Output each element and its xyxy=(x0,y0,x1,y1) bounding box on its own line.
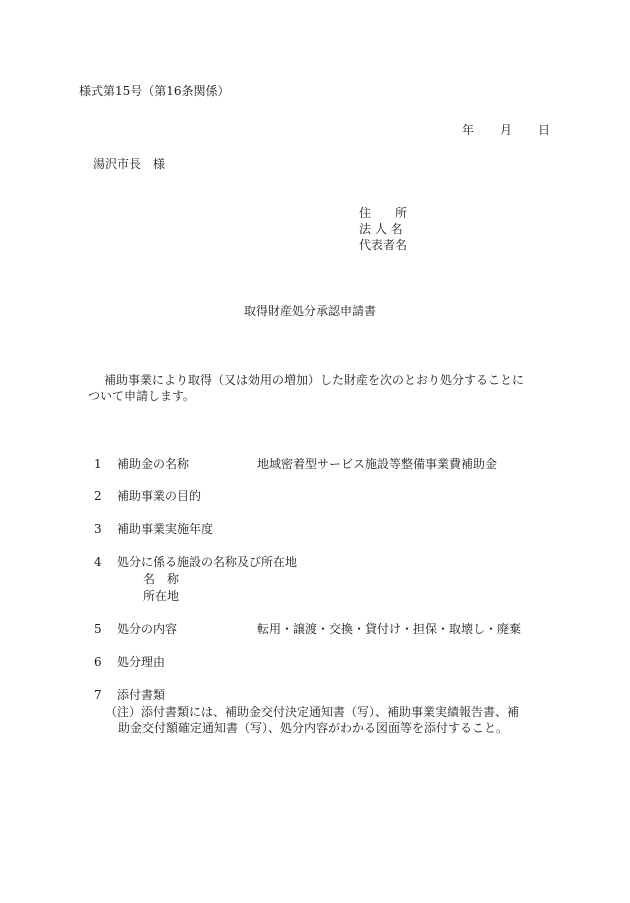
item-4-label: 処分に係る施設の名称及び所在地 xyxy=(117,555,298,569)
addressee: 湯沢市長 様 xyxy=(93,157,166,171)
item-6-number: 6 xyxy=(94,655,102,669)
applicant-representative-label: 代表者名 xyxy=(359,238,408,252)
item-5-value: 転用・譲渡・交換・貸付け・担保・取壊し・廃棄 xyxy=(257,622,522,636)
intro-line-2: ついて申請します。 xyxy=(88,389,196,403)
item-4-number: 4 xyxy=(94,555,102,569)
applicant-corporation-label: 法 人 名 xyxy=(359,222,403,236)
form-number: 様式第15号（第16条関係） xyxy=(79,84,230,98)
item-6-label: 処分理由 xyxy=(117,655,166,669)
item-5-number: 5 xyxy=(94,622,102,636)
item-2-number: 2 xyxy=(94,489,102,503)
item-1-label: 補助金の名称 xyxy=(117,457,190,471)
intro-line-1: 補助事業により取得（又は効用の増加）した財産を次のとおり処分することに xyxy=(104,373,525,387)
note-line-2: 助金交付額確定通知書（写）、処分内容がわかる図面等を添付すること。 xyxy=(118,721,509,735)
item-7-label: 添付書類 xyxy=(117,688,166,702)
item-5-label: 処分の内容 xyxy=(117,622,178,636)
date-month: 月 xyxy=(500,123,513,137)
item-1-value: 地域密着型サービス施設等整備事業費補助金 xyxy=(257,457,498,471)
item-3-label: 補助事業実施年度 xyxy=(117,522,214,536)
date-day: 日 xyxy=(538,123,551,137)
item-4-location-label: 所在地 xyxy=(143,589,180,603)
item-4-facility-name-label: 名 称 xyxy=(143,572,180,586)
item-3-number: 3 xyxy=(94,522,102,536)
applicant-address-label: 住 所 xyxy=(359,206,408,220)
note-line-1: （注）添付書類には、補助金交付決定通知書（写）、補助事業実績報告書、補 xyxy=(105,705,520,719)
document-title: 取得財産処分承認申請書 xyxy=(244,304,377,318)
item-7-number: 7 xyxy=(94,688,102,702)
item-2-label: 補助事業の目的 xyxy=(117,489,202,503)
item-1-number: 1 xyxy=(94,457,102,471)
date-year: 年 xyxy=(462,123,475,137)
